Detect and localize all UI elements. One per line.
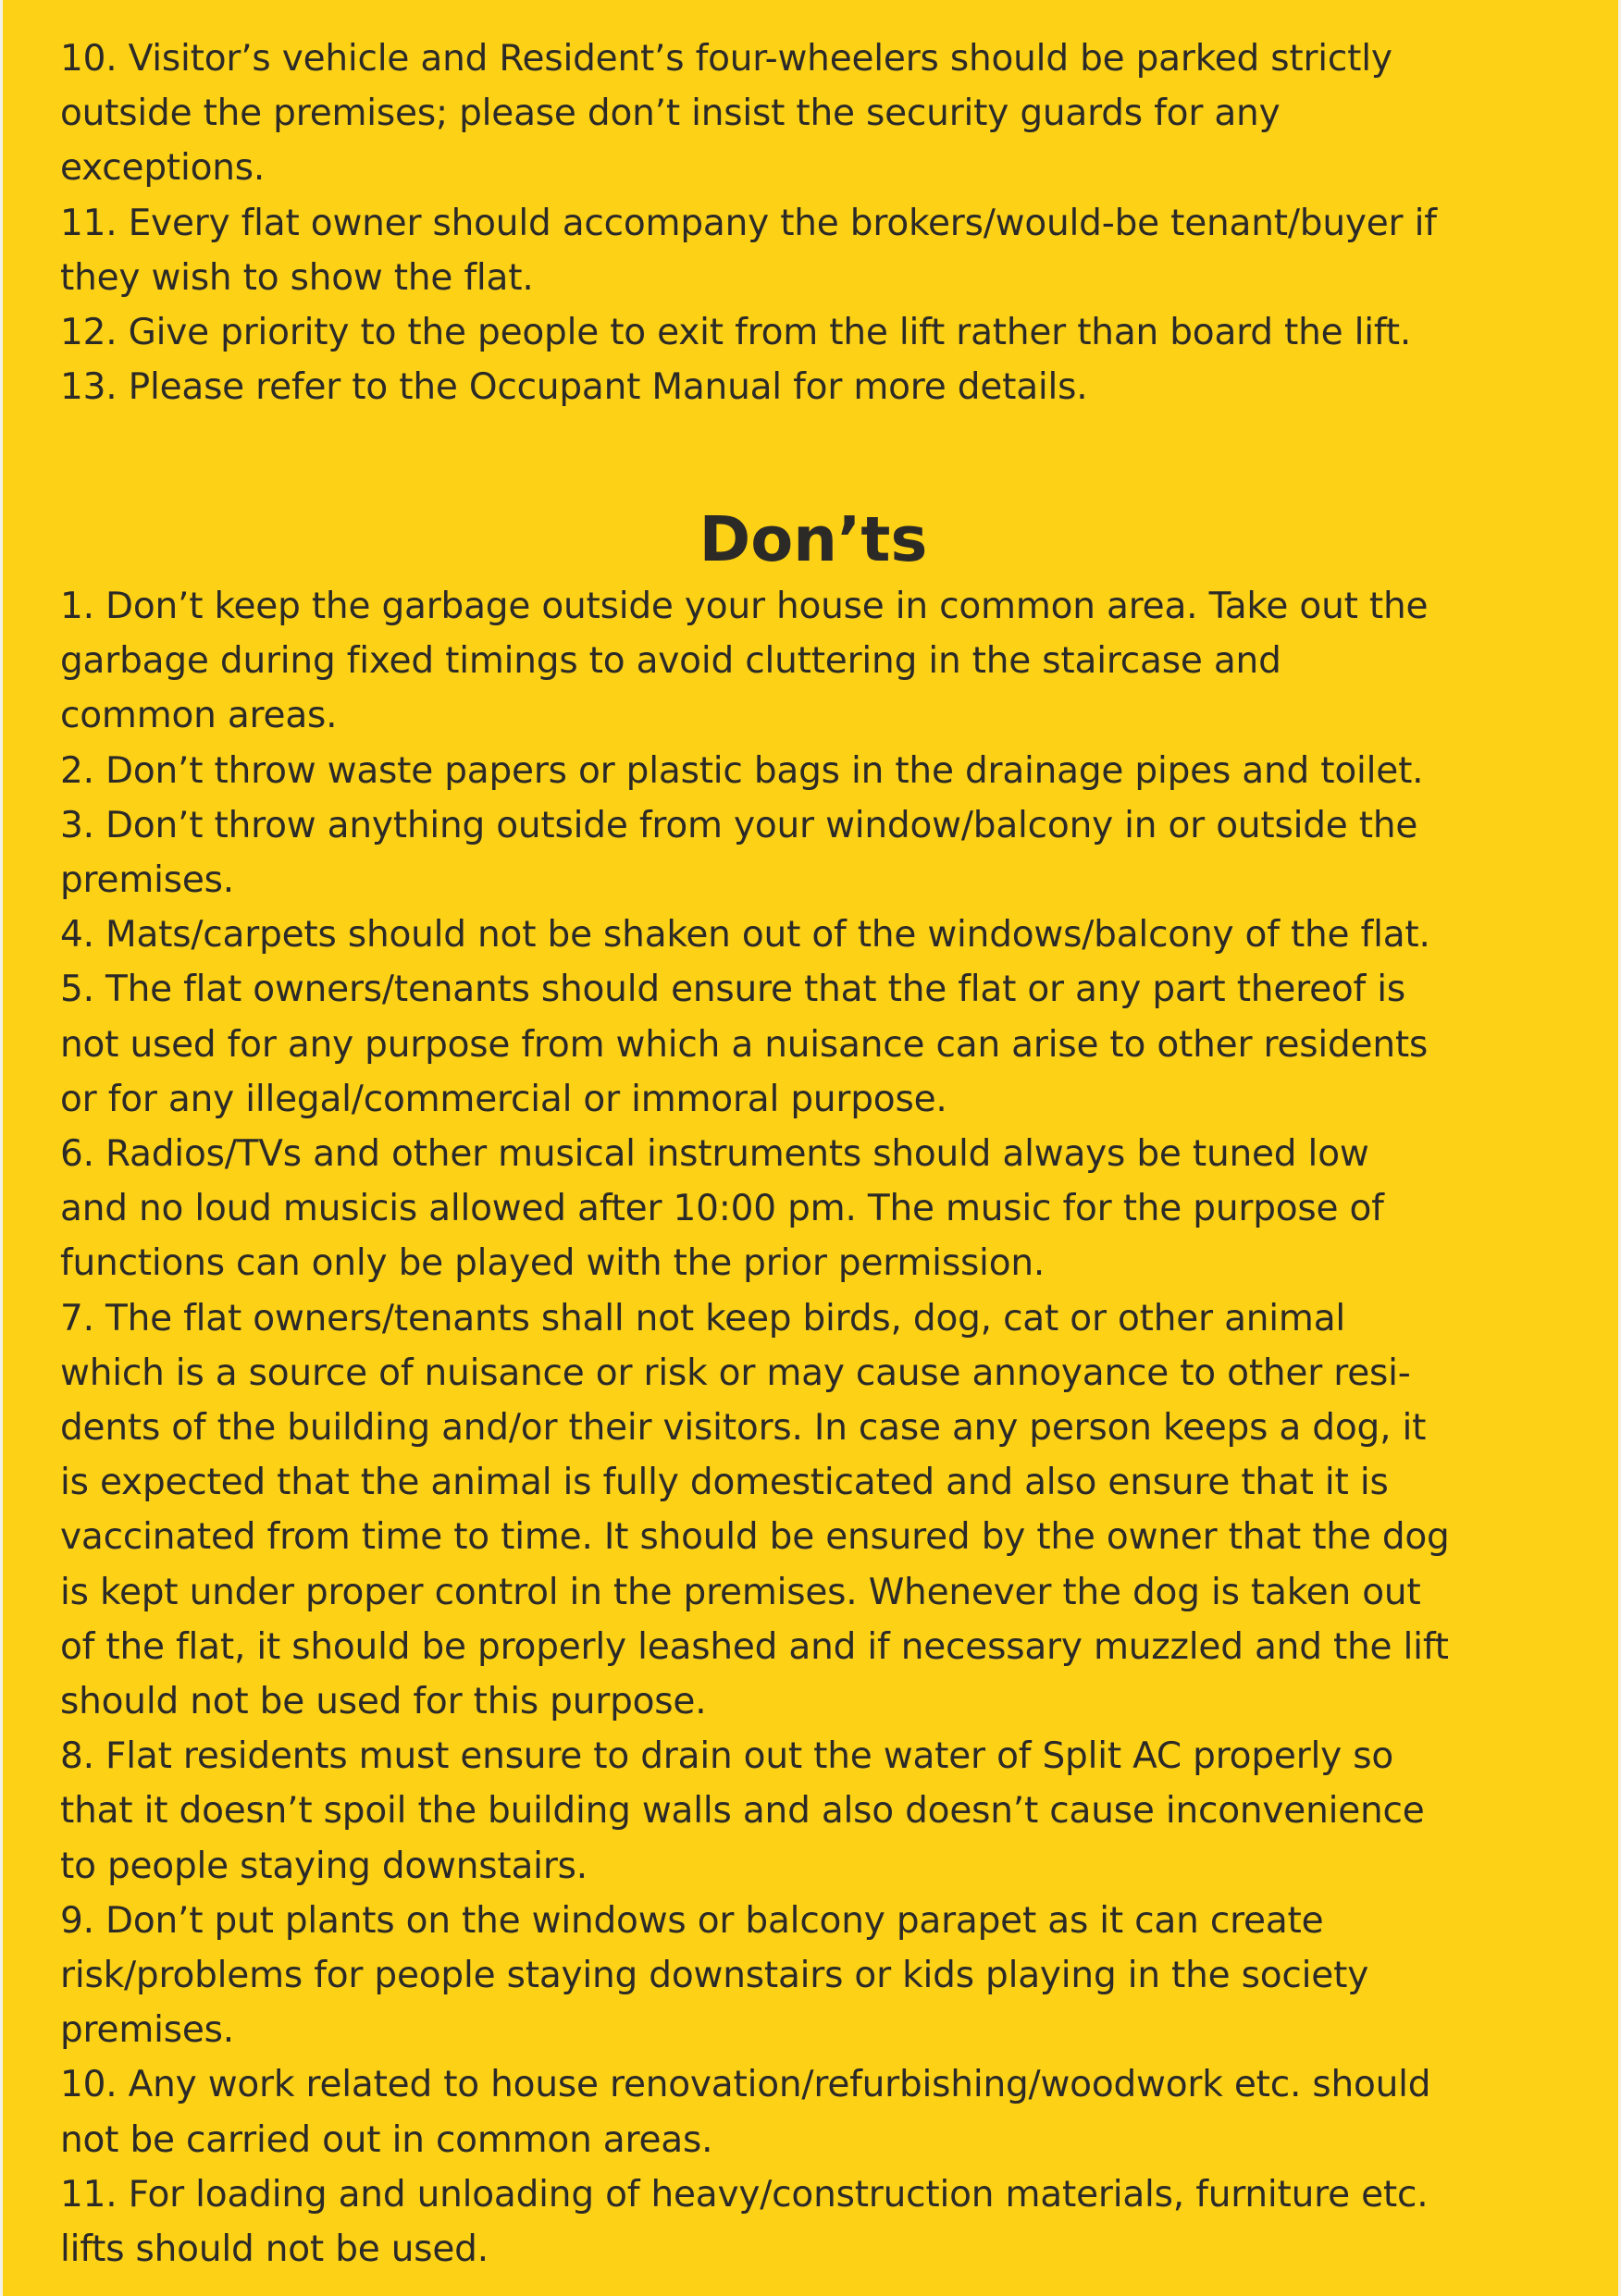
donts-line: 4. Mats/carpets should not be shaken out of the windows/balcony of the flat.: [60, 914, 1430, 957]
donts-line: 11. For loading and unloading of heavy/construction materials, furniture etc.: [60, 2173, 1429, 2216]
donts-line: garbage during fixed timings to avoid cluttering in the staircase and: [60, 640, 1281, 683]
dos-line: 11. Every flat owner should accompany the brokers/would-be tenant/buyer if: [60, 202, 1437, 244]
donts-line: that it doesn’t spoil the building walls and also doesn’t cause inconvenience: [60, 1790, 1425, 1833]
donts-line: 2. Don’t throw waste papers or plastic bags in the drainage pipes and toilet.: [60, 749, 1424, 792]
donts-line: premises.: [60, 2009, 234, 2052]
donts-line: 9. Don’t put plants on the windows or balcony parapet as it can create: [60, 1899, 1324, 1942]
dos-line: they wish to show the flat.: [60, 256, 534, 299]
donts-line: risk/problems for people staying downstairs or kids playing in the society: [60, 1955, 1369, 1997]
donts-line: vaccinated from time to time. It should be ensured by the owner that the dog: [60, 1516, 1450, 1559]
donts-heading: Don’ts: [699, 503, 928, 575]
donts-line: is expected that the animal is fully domesticated and also ensure that it is: [60, 1462, 1389, 1504]
donts-line: should not be used for this purpose.: [60, 1681, 707, 1723]
donts-line: 6. Radios/TVs and other musical instruments should always be tuned low: [60, 1133, 1369, 1176]
donts-line: common areas.: [60, 695, 338, 737]
donts-line: dents of the building and/or their visitors. In case any person keeps a dog, it: [60, 1407, 1427, 1450]
donts-list: [60, 579, 1578, 2277]
donts-line: 7. The flat owners/tenants shall not keep birds, dog, cat or other animal: [60, 1297, 1346, 1339]
donts-line: 10. Any work related to house renovation/refurbishing/woodwork etc. should: [60, 2064, 1431, 2106]
donts-line: 3. Don’t throw anything outside from your window/balcony in or outside the: [60, 804, 1418, 846]
donts-line: premises.: [60, 859, 234, 902]
donts-line: 1. Don’t keep the garbage outside your house in common area. Take out the: [60, 586, 1429, 627]
donts-line: which is a source of nuisance or risk or may cause annoyance to other resi-: [60, 1352, 1411, 1394]
donts-line: not used for any purpose from which a nuisance can arise to other residents: [60, 1023, 1429, 1066]
dos-line: 12. Give priority to the people to exit from the lift rather than board the lift.: [60, 312, 1412, 354]
dos-line: 10. Visitor’s vehicle and Resident’s four-wheelers should be parked strictly: [60, 38, 1392, 80]
donts-line: not be carried out in common areas.: [60, 2118, 713, 2161]
dos-list-continued: [60, 31, 1578, 414]
donts-line: of the flat, it should be properly leashed and if necessary muzzled and the lift: [60, 1625, 1449, 1668]
donts-line: 8. Flat residents must ensure to drain out the water of Split AC properly so: [60, 1735, 1394, 1778]
donts-line: functions can only be played with the prior permission.: [60, 1242, 1046, 1285]
donts-line: is kept under proper control in the premises. Whenever the dog is taken out: [60, 1571, 1421, 1613]
donts-line: 5. The flat owners/tenants should ensure that the flat or any part thereof is: [60, 969, 1406, 1011]
dos-line: exceptions.: [60, 147, 266, 190]
donts-line: or for any illegal/commercial or immoral purpose.: [60, 1078, 947, 1120]
donts-line: to people staying downstairs.: [60, 1845, 588, 1887]
donts-line: lifts should not be used.: [60, 2228, 489, 2271]
dos-line: 13. Please refer to the Occupant Manual for more details.: [60, 366, 1088, 409]
donts-line: and no loud musicis allowed after 10:00 pm. The music for the purpose of: [60, 1188, 1384, 1230]
dos-line: outside the premises; please don’t insist the security guards for any: [60, 93, 1281, 135]
